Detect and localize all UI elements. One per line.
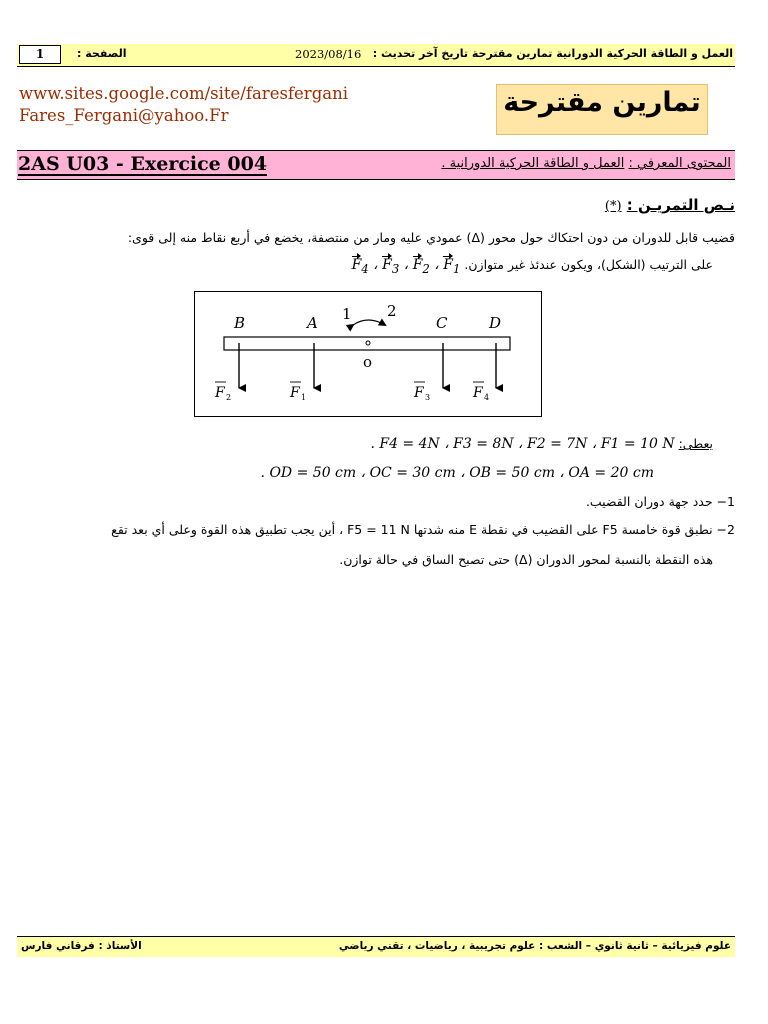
force-sub-f3: 3: [425, 393, 431, 402]
exercise-bar: [17, 150, 735, 180]
force-label-f1: F: [290, 385, 300, 401]
given-distances-line: [261, 465, 654, 481]
exercise-code: 2AS U03 - Exercice 004: [18, 153, 268, 175]
force-label-f2: F: [215, 385, 225, 401]
page-title: تمارين مقترحة: [503, 87, 701, 118]
point-d-label: D: [489, 314, 502, 332]
statement-heading: [605, 196, 735, 214]
header-title: العمل و الطاقة الحركية الدورانية تمارين مقترحة تاريخ آخر تحديث :: [372, 47, 733, 60]
page-label: الصفحة :: [77, 47, 127, 60]
point-c-label: C: [436, 314, 448, 332]
statement-line-1: قضيب قابل للدوران من دون احتكاك حول محور (Δ) عمودي عليه ومار من منتصفة، يخضع في أربع نقاط منه إلى قوى:: [127, 230, 735, 245]
email-link[interactable]: Fares_Fergani@yahoo.Fr: [19, 106, 229, 125]
given-forces: . F4 = 4N ، F3 = 8N ، F2 = 7N ، F1 = 10 N: [370, 436, 675, 452]
question-1: 1− حدد جهة دوران القضيب.: [585, 494, 735, 509]
statement-heading-text: نـص التمريـن :: [626, 196, 735, 214]
footer-bar: [17, 936, 735, 957]
rod-figure: [194, 291, 542, 417]
force-sub-f2: 2: [226, 393, 232, 402]
given-label: يعطى:: [678, 436, 713, 451]
force-sub-f4: 4: [484, 393, 490, 402]
page-number: 1: [19, 45, 61, 64]
content-label: المحتوى المعرفي :: [628, 156, 731, 171]
statement-line-2: [352, 257, 713, 276]
force-sub-f1: 1: [301, 393, 307, 402]
website-link[interactable]: www.sites.google.com/site/faresfergani: [19, 84, 348, 103]
footer-teacher: الأستاذ : فرقاني فارس: [21, 940, 142, 952]
title-box: [496, 84, 708, 135]
point-a-label: A: [307, 314, 318, 332]
center-label: o: [363, 353, 373, 371]
force-label-f3: F: [414, 385, 424, 401]
header-date: 2023/08/16: [295, 47, 362, 61]
exercise-content: [441, 156, 731, 171]
question-2-part-1: 2− نطبق قوة خامسة F5 على القضيب في نقطة E منه شدتها F5 = 11 N ، أين يجب تطبيق هذه القوة وعلى أي بعد تقع: [111, 522, 735, 537]
given-forces-line: [370, 436, 713, 452]
header-bar: [17, 44, 735, 67]
statement-line-2-text: على الترتيب (الشكل)، ويكون عندئذ غير متوازن.: [464, 257, 713, 272]
rotation-arc: [353, 320, 385, 325]
forces-list: $F_4$ ، $F_3$ ، $F_2$ ، $F_1$: [351, 257, 461, 276]
content-value: العمل و الطاقة الحركية الدورانية .: [441, 156, 625, 171]
difficulty: (*): [604, 199, 622, 214]
rod-diagram: [195, 292, 541, 416]
direction-2-label: 2: [387, 302, 397, 320]
force-label-f4: F: [473, 385, 483, 401]
footer-subject: علوم فيزيائية – ثانية ثانوي – الشعب : علوم تجريبية ، رياضيات ، تقني رياضي: [338, 940, 731, 952]
pivot-point: [366, 341, 370, 345]
direction-1-label: 1: [342, 305, 352, 323]
question-2-part-2: هذه النقطة بالنسبة لمحور الدوران (Δ) حتى تصبح الساق في حالة توازن.: [339, 552, 713, 567]
point-b-label: B: [234, 314, 246, 332]
given-distances: . OD = 50 cm ، OC = 30 cm ، OB = 50 cm ، OA = 20 cm: [260, 465, 654, 481]
